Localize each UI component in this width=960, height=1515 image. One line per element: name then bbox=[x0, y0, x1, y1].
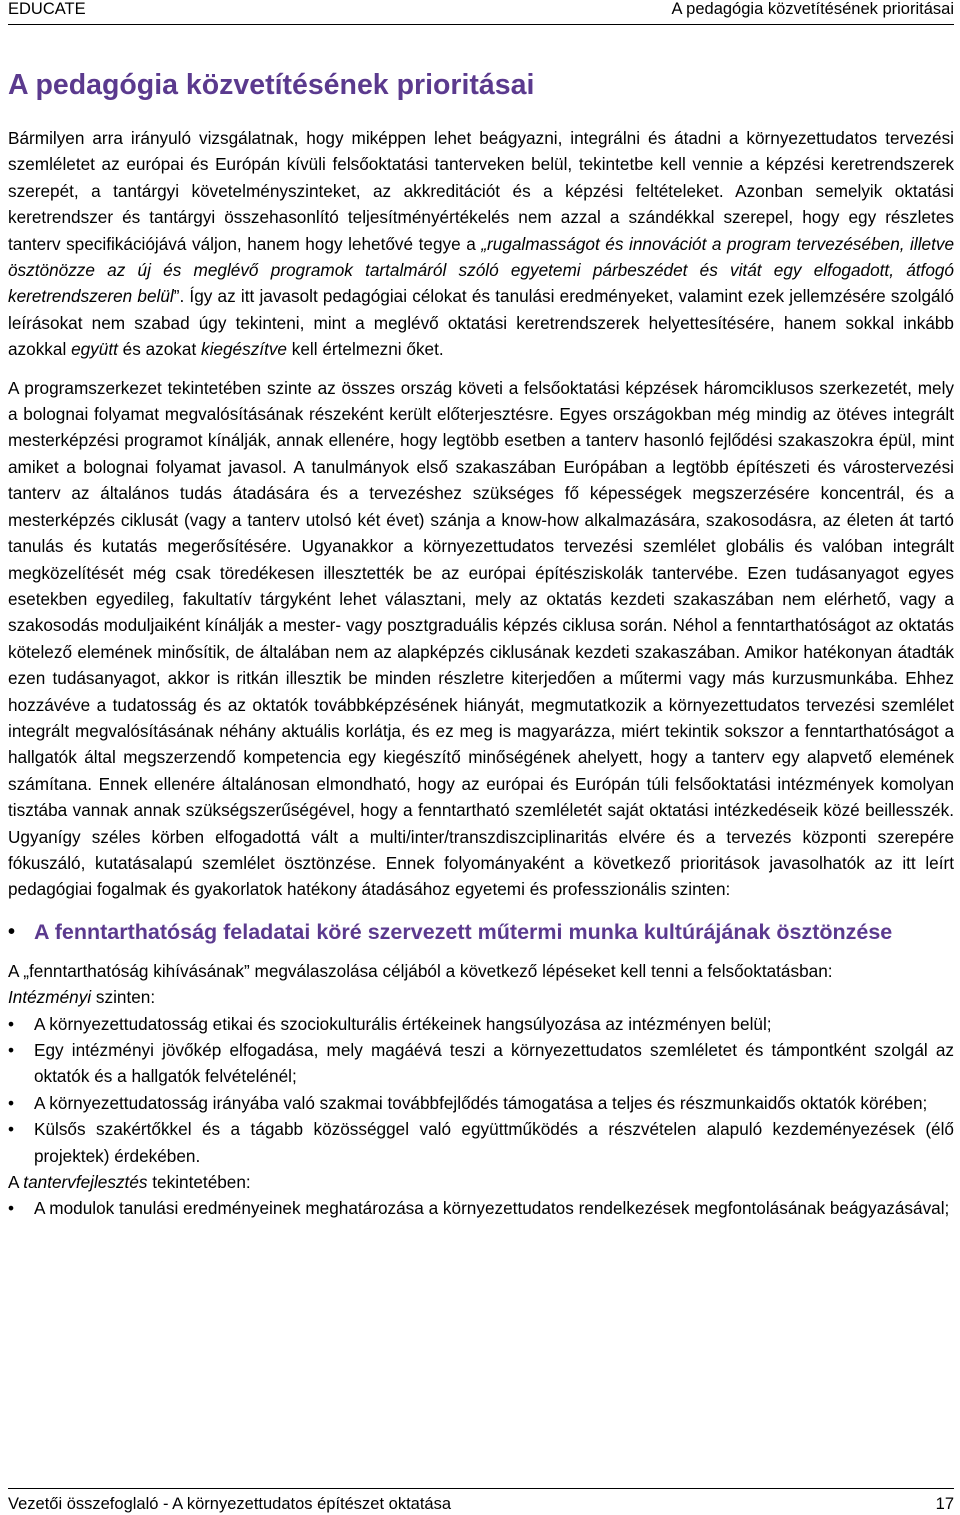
list-item-text: Külsős szakértőkkel és a tágabb közösséggel való együttműködés a részvételen alapuló kezdeményezések (élő projektek) érdekében. bbox=[34, 1119, 954, 1166]
emphasis-supplementing: kiegészítve bbox=[201, 339, 287, 360]
list-item bbox=[8, 1116, 954, 1169]
bullet-icon: • bbox=[8, 1119, 15, 1140]
institutional-list bbox=[8, 1011, 954, 1169]
emphasis-together: együtt bbox=[71, 339, 118, 360]
list-item bbox=[8, 1195, 954, 1221]
quote-italic: „rugalmasságot és innovációt a program tervezésében, illetve ösztönözze az új és meglévő programok tartalmáról szóló egyetemi párbeszédet és vitát egy elfogadott, átfogó keretrendszeren belül bbox=[8, 233, 955, 307]
list-item bbox=[8, 1037, 954, 1090]
footer-title: Vezetői összefoglaló - A környezettudatos építészet oktatása bbox=[8, 1495, 452, 1513]
list-item bbox=[8, 1090, 954, 1116]
institutional-label-italic: Intézményi bbox=[8, 987, 92, 1008]
bullet-icon: • bbox=[8, 920, 16, 943]
header-left-text: EDUCATE bbox=[8, 0, 86, 18]
section-heading bbox=[8, 917, 954, 948]
list-item-text: Egy intézményi jövőkép elfogadása, mely magáévá teszi a környezettudatos szemléletet és támpontként szolgál az oktatók és a hallgatók felvételénél; bbox=[34, 1040, 954, 1087]
header-right-text: A pedagógia közvetítésének prioritásai bbox=[671, 0, 954, 18]
bullet-icon: • bbox=[8, 1040, 15, 1060]
paragraph-intro-text: Bármilyen arra irányuló vizsgálatnak, hogy miképpen lehet beágyazni, integrálni és átadni a környezettudatos tervezési szemléletet az európai és Európán kívüli felsőoktatási tanterveken belül, tekintetbe kell vennie a képzési keretrendszerek szerepét, a tantárgyi követelményszinteket, az akkreditációt és a képzési feltételeket. Azonban semelyik oktatási keretrendszer és tantárgyi összehasonlító teljesítményértékelés nem azzal a szándékkal szerepel, hogy egy részletes tanterv specifikációjává váljon, hanem hogy lehetővé tegye a bbox=[8, 128, 954, 254]
paragraph-intro-text-3: és azokat bbox=[117, 339, 202, 360]
page-number: 17 bbox=[935, 1495, 954, 1513]
list-item-text: A környezettudatosság irányába való szakmai továbbfejlődés támogatása a teljes és részmunkaidős oktatók körében; bbox=[34, 1092, 928, 1113]
paragraph-intro-text-2: ”. Így az itt javasolt pedagógiai célokat és tanulási eredményeket, valamint ezek jellemzésére szolgáló leírásokat nem szabad úgy tekinteni, mint a meglévő oktatási keretrendszerek helyettesítésére, hanem sokkal inkább azokkal bbox=[8, 286, 954, 360]
document-body bbox=[8, 125, 954, 1222]
bullet-icon: • bbox=[8, 1092, 15, 1113]
curriculum-label-italic: tantervfejlesztés bbox=[23, 1172, 148, 1193]
header-divider bbox=[8, 24, 954, 25]
paragraph-intro-text-4: kell értelmezni őket. bbox=[287, 339, 444, 360]
curriculum-label-pre: A bbox=[8, 1172, 24, 1193]
paragraph-program-structure: A programszerkezet tekintetében szinte az összes ország követi a felsőoktatási képzések háromciklusos szerkezetét, mely a bolognai folyamat megvalósításának részeként került előterjesztésre. Egyes országokban még mindig az ötéves integrált mesterképzési programot kínálják, annak ellenére, hogy legtöbb esetben a tanterv hasonló fejlődési szakaszokra épül, mint amiket a bolognai folyamat javasol. A tanulmányok első szakaszában Európában a legtöbb építészeti és várostervezési tanterv az általános tudás átadására és a tervezéshez szükséges fő képességek megszerzésére koncentrál, és a mesterképzés ciklusát (vagy a tanterv utolsó két évet) szánja a know-how alkalmazására, szakosodásra, az életen át tartó tanulás és kutatás megerősítésére. Ugyanakkor a környezettudatos tervezési szemlélet globális és valóban integrált megközelítését még csak töredékesen illesztették be az európai építésziskolák tantervébe. Ezen tudásanyagot egyes esetekben egyedileg, fakultatív tárgyként lehet választani, mely az oktatás kezdeti szakaszában nem elérhető, vagy a szakosodás moduljaiként kínálják a mester- vagy posztgraduális képzés ciklusa során. Néhol a fenntarthatóságot az oktatás kötelező elemének minősítik, de általában nem az alapképzés ciklusának kezdeti szakaszában. Amikor hatékonyan átadták ezen tudásanyagot, akkor is ritkán illesztik be minden részletre kiterjedően a műtermi vagy más kurzusmunkába. Ehhez hozzávéve a tudatosság és az oktatók továbbképzésének hiányát, megmutatkozik a környezettudatos tervezési szemlélet integrált megvalósításának néhány aktuális korlátja, és ez meg is magyarázza, miért tekintik sokszor a fenntarthatóságot a hallgatók által megszerzendő kompetencia egy kiegészítő minőségének ahelyett, hogy a tanterv egy alapvető elemének számítana. Ennek ellenére általánosan elmondható, hogy az európai és Európán túli felsőoktatási intézmények komolyan tisztába vannak annak szükségszerűségével, hogy a fenntartható szemléletét saját oktatási intézkedéseik közé beillesszék. Ugyanígy széles körben elfogadottá vált a multi/inter/transzdiszciplinaritás elvére és a tervezés központi szerepére fókuszáló, kutatásalapú szemlélet ösztönzése. Ennek folyományaként a következő prioritások javasolhatók az itt leírt pedagógiai fogalmak és gyakorlatok hatékony átadásához egyetemi és professzionális szinten: bbox=[8, 377, 954, 900]
paragraph-intro bbox=[8, 125, 954, 363]
footer-divider bbox=[8, 1488, 954, 1489]
curriculum-list bbox=[8, 1195, 954, 1221]
section-heading-text: A fenntarthatóság feladatai köré szervezett műtermi munka kultúrájának ösztönzése bbox=[34, 919, 893, 944]
paragraph-challenge: A „fenntarthatóság kihívásának” megválaszolása céljából a következő lépéseket kell tenni a felsőoktatásban: bbox=[8, 960, 833, 981]
list-item-text: A környezettudatosság etikai és szociokulturális értékeinek hangsúlyozása az intézményen belül; bbox=[34, 1013, 772, 1034]
list-item-text: A modulok tanulási eredményeinek meghatározása a környezettudatos rendelkezések megfontolásának beágyazásával; bbox=[34, 1198, 950, 1219]
curriculum-label bbox=[8, 1169, 954, 1195]
page-title: A pedagógia közvetítésének prioritásai bbox=[8, 69, 535, 101]
list-item bbox=[8, 1011, 954, 1037]
bullet-icon: • bbox=[8, 1013, 15, 1034]
bullet-icon: • bbox=[8, 1198, 15, 1219]
curriculum-label-rest: tekintetében: bbox=[147, 1172, 251, 1193]
institutional-label bbox=[8, 984, 954, 1010]
running-header bbox=[8, 0, 954, 20]
institutional-label-rest: szinten: bbox=[91, 987, 156, 1008]
